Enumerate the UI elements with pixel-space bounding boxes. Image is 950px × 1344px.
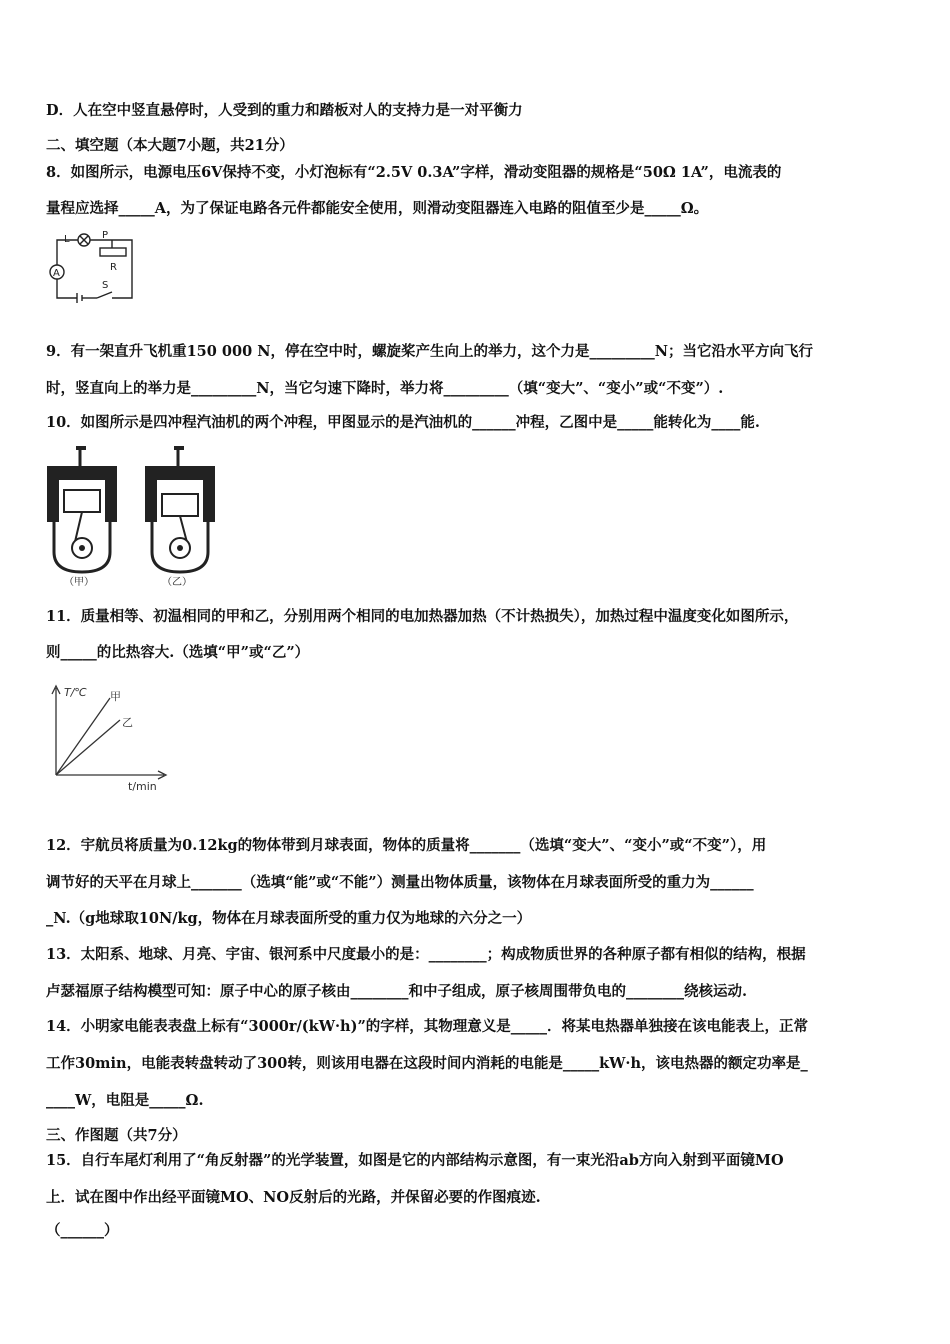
q8-line-2: 量程应选择_____A，为了保证电路各元件都能安全使用，则滑动变阻器连入电路的阻值至少是_____Ω。 [46,200,709,217]
circuit-label-r: R [110,262,117,273]
engine-right-drawing [145,446,215,572]
q8-line-1: 8．如图所示，电源电压6V保持不变，小灯泡标有“2.5V 0.3A”字样，滑动变阻器的规格是“50Ω 1A”，电流表的 [46,164,782,181]
q11-line-2: 则_____的比热容大.（选填“甲”或“乙”） [46,644,310,661]
q13-line-1: 13．太阳系、地球、月亮、宇宙、银河系中尺度最小的是：________；构成物质世界的各种原子都有相似的结构，根据 [46,946,806,963]
q13-line-2: 卢瑟福原子结构模型可知：原子中心的原子核由________和中子组成，原子核周围带负电的________绕核运动. [46,983,748,1000]
engine-caption-left: （甲） [64,577,94,588]
section-2-title: 二、填空题（本大题7小题，共21分） [46,137,294,154]
q14-line-1: 14．小明家电能表表盘上标有“3000r/(kW·h)”的字样，其物理意义是_____．将某电热器单独接在该电能表上，正常 [46,1018,809,1035]
option-d-text: D．人在空中竖直悬停时，人受到的重力和踏板对人的支持力是一对平衡力 [46,102,523,119]
graph-x-label: t/min [128,780,157,793]
temperature-graph [44,680,184,795]
q14-line-2: 工作30min，电能表转盘转动了300转，则该用电器在这段时间内消耗的电能是_____kW·h，该电热器的额定功率是_ [46,1055,808,1072]
q15-line-2: 上．试在图中作出经平面镜MO、NO反射后的光路，并保留必要的作图痕迹. [46,1189,541,1206]
circuit-label-a: A [53,268,60,279]
q9-line-2: 时，竖直向上的举力是_________N，当它匀速下降时，举力将_________（填“变大”、“变小”或“不变”）. [46,380,724,397]
engine-diagrams [44,444,224,589]
q15-answer-blank: （______） [46,1222,119,1239]
q14-line-3: ____W，电阻是_____Ω. [46,1092,204,1109]
q11-line-1: 11．质量相等、初温相同的甲和乙，分别用两个相同的电加热器加热（不计热损失），加热过程中温度变化如图所示， [46,608,799,625]
circuit-label-s: S [102,280,109,291]
graph-series-yi: 乙 [122,716,133,729]
section-3-title: 三、作图题（共7分） [46,1127,187,1144]
graph-y-label: T/℃ [64,686,87,699]
q10-text: 10．如图所示是四冲程汽油机的两个冲程，甲图显示的是汽油机的______冲程，乙图中是_____能转化为____能. [46,414,760,431]
circuit-label-l: L [64,234,70,245]
q15-line-1: 15．自行车尾灯利用了“角反射器”的光学装置，如图是它的内部结构示意图，有一束光沿ab方向入射到平面镜MO [46,1152,784,1169]
line-jia [56,698,110,775]
circuit-label-p: P [102,230,109,241]
q12-line-3: _N.（g地球取10N/kg，物体在月球表面所受的重力仅为地球的六分之一） [46,910,532,927]
circuit-diagram [42,230,142,305]
engine-left-drawing [47,446,117,572]
graph-series-jia: 甲 [110,690,121,703]
q12-line-1: 12．宇航员将质量为0.12kg的物体带到月球表面，物体的质量将_______（选填“变大”、“变小”或“不变”），用 [46,837,767,854]
q12-line-2: 调节好的天平在月球上_______（选填“能”或“不能”）测量出物体质量，该物体在月球表面所受的重力为______ [46,874,754,891]
q9-line-1: 9．有一架直升飞机重150 000 N，停在空中时，螺旋桨产生向上的举力，这个力是_________N；当它沿水平方向飞行 [46,343,813,360]
engine-caption-right: （乙） [162,577,192,588]
